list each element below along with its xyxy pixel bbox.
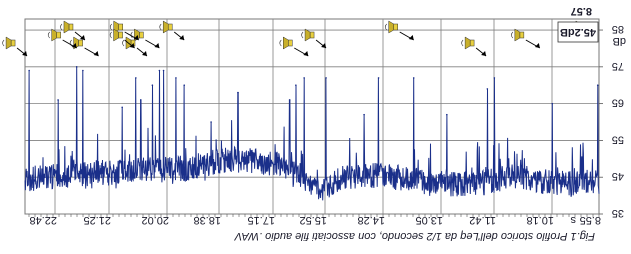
speaker-body-icon xyxy=(394,24,398,30)
time-tick-label: 18.38 xyxy=(193,214,221,226)
speaker-body-icon xyxy=(57,32,61,38)
chart-caption: Fig.1 Profilo storico dell'Leq da 1/2 secondo, con associati file audio .WAV xyxy=(234,230,595,242)
speaker-body-icon xyxy=(79,40,83,46)
speaker-body-icon xyxy=(11,40,15,46)
speaker-body-icon xyxy=(288,40,292,46)
speaker-body-icon xyxy=(520,32,524,38)
time-tick-label: 13.05 xyxy=(415,214,443,226)
speaker-body-icon xyxy=(119,24,123,30)
time-tick-label: 17.15 xyxy=(247,214,275,226)
level-tick-label: 75 xyxy=(611,59,624,72)
speaker-cone-icon xyxy=(6,37,11,49)
speaker-body-icon xyxy=(119,32,123,38)
time-tick-label: 21.25 xyxy=(83,214,111,226)
speaker-wave-icon xyxy=(3,40,5,46)
speaker-body-icon xyxy=(168,24,172,30)
level-tick-label: 45 xyxy=(611,170,624,183)
y-unit-label: dB xyxy=(612,35,626,47)
level-tick-label: 85 xyxy=(611,23,624,36)
level-tick-label: 35 xyxy=(611,207,624,219)
time-tick-label: 20.02 xyxy=(141,214,169,226)
speaker-body-icon xyxy=(69,24,73,30)
time-tick-label: 10.18 xyxy=(526,214,554,226)
time-tick-label: 22.48 xyxy=(29,214,57,226)
speaker-body-icon xyxy=(139,32,143,38)
level-tick-label: 55 xyxy=(611,133,624,146)
time-tick-label: 14.28 xyxy=(357,214,385,226)
time-tick-label: 8.55 xyxy=(579,214,601,226)
level-tick-label: 65 xyxy=(611,96,624,109)
time-tick-label: s xyxy=(570,214,576,226)
speaker-body-icon xyxy=(310,32,314,38)
readout-value: 45.2dB xyxy=(559,26,596,38)
time-tick-label: 11.42 xyxy=(469,214,496,226)
time-tick-label: 15.52 xyxy=(299,214,327,226)
speaker-body-icon xyxy=(470,40,474,46)
readout-time: 8.57 xyxy=(570,5,592,17)
